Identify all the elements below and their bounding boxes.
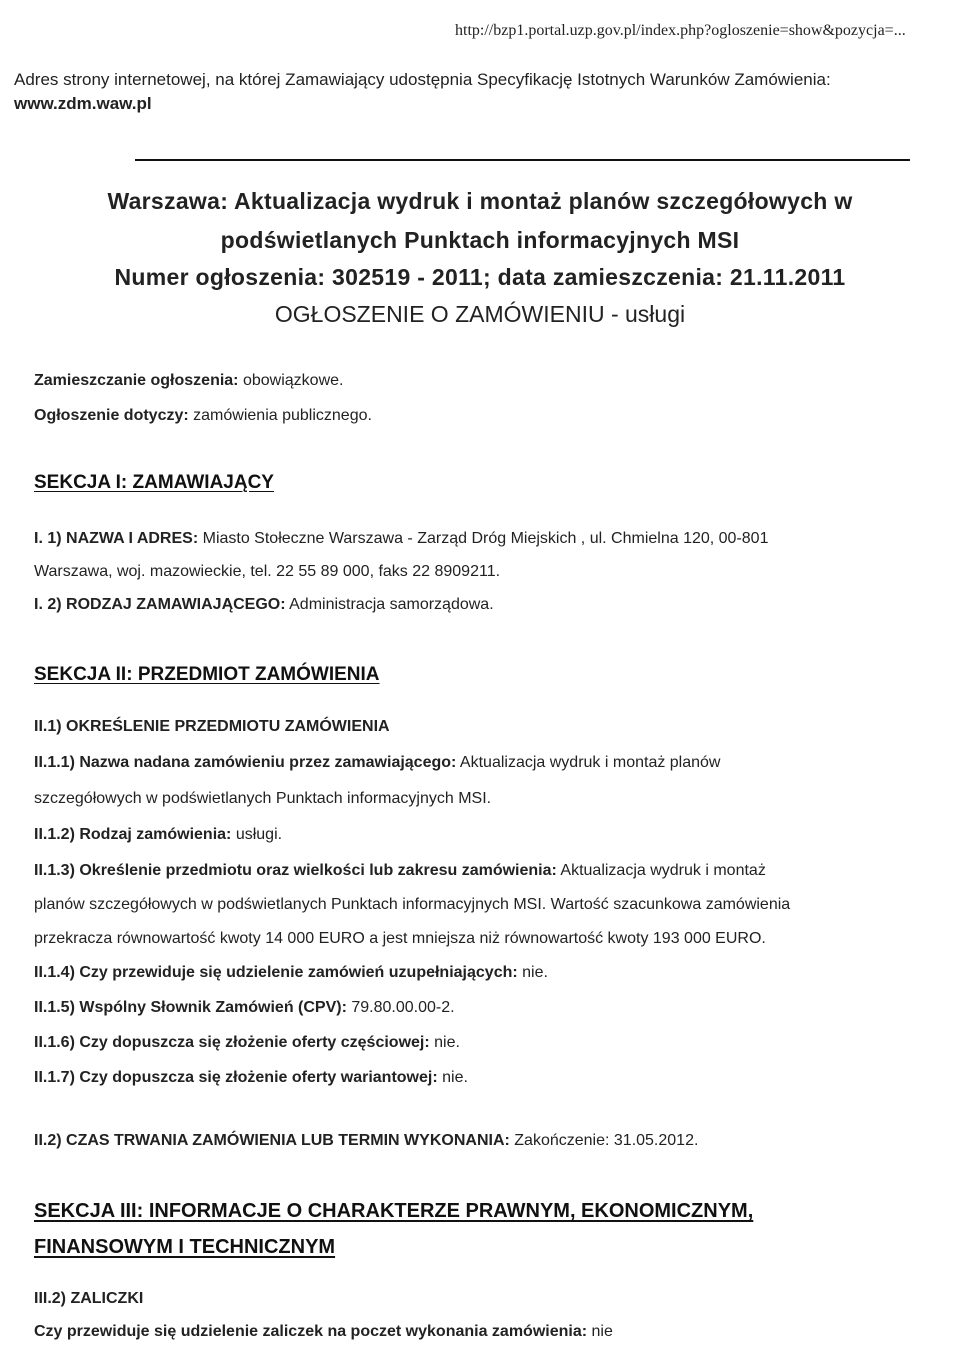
item-ii2-value: Zakończenie: 31.05.2012. [514,1132,699,1149]
item-i1-label: I. 1) NAZWA I ADRES: [34,530,199,547]
item-ii11-cont: szczegółowych w podświetlanych Punktach informacyjnych MSI. [34,790,492,807]
item-ii12-value: usługi. [235,826,283,843]
item-ii14 [34,964,548,982]
item-ii13-value: Aktualizacja wydruk i montaż [560,862,766,879]
item-i2-value: Administracja samorządowa. [289,596,494,613]
intro-link[interactable]: www.zdm.waw.pl [14,94,152,113]
item-i1-cont: Warszawa, woj. mazowieckie, tel. 22 55 89 000, faks 22 8909211. [34,563,501,580]
section-3-heading-line-1: SEKCJA III: INFORMACJE O CHARAKTERZE PRAWNYM, EKONOMICZNYM, [34,1200,754,1222]
item-ii1 [34,718,390,736]
item-ii1-label: II.1) OKREŚLENIE PRZEDMIOTU ZAMÓWIENIA [34,718,390,735]
item-ii12-label: II.1.2) Rodzaj zamówienia: [34,826,232,843]
concerns-label: Ogłoszenie dotyczy: [34,407,189,424]
intro-paragraph [14,68,944,116]
item-ii15 [34,999,455,1017]
item-i2-label: I. 2) RODZAJ ZAMAWIAJĄCEGO: [34,596,286,613]
item-ii17-value: nie. [442,1069,468,1086]
item-ii15-label: II.1.5) Wspólny Słownik Zamówień (CPV): [34,999,347,1016]
item-ii13 [34,862,766,880]
intro-text: Adres strony internetowej, na której Zamawiający udostępnia Specyfikację Istotnych Warunków Zamówienia: [14,70,831,89]
item-ii15-value: 79.80.00.00-2. [351,999,455,1016]
item-ii17-label: II.1.7) Czy dopuszcza się złożenie oferty wariantowej: [34,1069,438,1086]
item-ii12 [34,826,282,844]
title-divider [135,159,910,161]
notice-type: OGŁOSZENIE O ZAMÓWIENIU - usługi [274,301,686,327]
section-2-heading: SEKCJA II: PRZEDMIOT ZAMÓWIENIA [34,664,380,685]
item-i2 [34,596,494,614]
concerns-value: zamówienia publicznego. [193,407,372,424]
item-ii13-label: II.1.3) Określenie przedmiotu oraz wielkości lub zakresu zamówienia: [34,862,557,879]
item-ii16 [34,1034,460,1052]
item-ii13-cont-2: przekracza równowartość kwoty 14 000 EURO a jest mniejsza niż równowartość kwoty 193 000 EURO. [34,930,766,947]
item-iii2-label: III.2) ZALICZKI [34,1290,144,1307]
item-ii14-label: II.1.4) Czy przewiduje się udzielenie zamówień uzupełniających: [34,964,518,981]
item-ii17 [34,1069,468,1087]
notice-concerns [34,407,372,425]
item-ii14-value: nie. [522,964,548,981]
source-url: http://bzp1.portal.uzp.gov.pl/index.php?ogloszenie=show&pozycja=... [455,22,906,39]
item-ii13-cont-1: planów szczegółowych w podświetlanych Punktach informacyjnych MSI. Wartość szacunkowa zamówienia [34,896,791,913]
item-iii2-question-label: Czy przewiduje się udzielenie zaliczek na poczet wykonania zamówienia: [34,1323,588,1340]
mandatory-label: Zamieszczanie ogłoszenia: [34,372,239,389]
item-ii16-value: nie. [434,1034,460,1051]
notice-title-line-1: Warszawa: Aktualizacja wydruk i montaż planów szczegółowych w [107,188,853,214]
item-iii2 [34,1290,143,1308]
item-ii2 [34,1132,698,1150]
item-ii11-value: Aktualizacja wydruk i montaż planów [459,754,721,771]
item-ii11 [34,754,720,772]
section-1-heading: SEKCJA I: ZAMAWIAJĄCY [34,472,274,493]
mandatory-publication [34,372,343,390]
notice-title-line-2: podświetlanych Punktach informacyjnych MSI [220,227,740,253]
item-ii11-label: II.1.1) Nazwa nadana zamówieniu przez zamawiającego: [34,754,457,771]
item-iii2-question [34,1323,613,1341]
mandatory-value: obowiązkowe. [242,372,344,389]
item-iii2-answer: nie [591,1323,613,1340]
item-i1-value: Miasto Stołeczne Warszawa - Zarząd Dróg Miejskich , ul. Chmielna 120, 00-801 [202,530,769,547]
item-ii2-label: II.2) CZAS TRWANIA ZAMÓWIENIA LUB TERMIN WYKONANIA: [34,1132,510,1149]
item-i1 [34,530,768,548]
item-ii16-label: II.1.6) Czy dopuszcza się złożenie oferty częściowej: [34,1034,430,1051]
section-3-heading-line-2: FINANSOWYM I TECHNICZNYM [34,1236,336,1258]
notice-number-date: Numer ogłoszenia: 302519 - 2011; data zamieszczenia: 21.11.2011 [114,264,846,290]
